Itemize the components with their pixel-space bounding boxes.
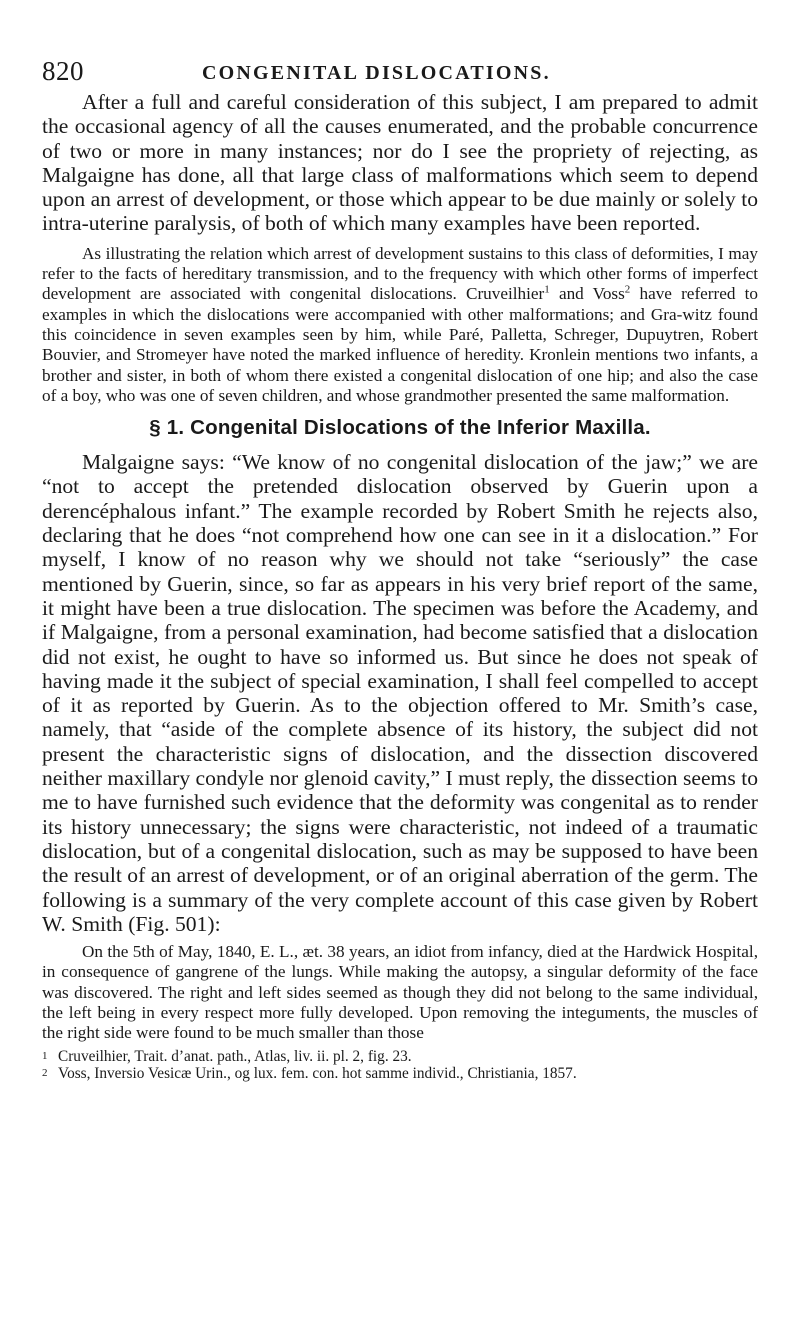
footnote-ref-2: 2 — [624, 283, 631, 296]
malgaigne-paragraph: Malgaigne says: “We know of no congenital dislocation of the jaw;” we are “not to accept the pretended dislocation observed by Guerin upon a derencéphalous infant.” The example recorded by Robert Smith he rejects also, declaring that he does “not comprehend how one can see in it a dislocation.” For myself, I know of no reason why we should not take “seriously” the case mentioned by Guerin, since, so far as appears in his very brief report of the same, it might have been a true dislocation. The specimen was before the Academy, and if Malgaigne, from a personal examination, had become satisfied that a dislocation did not exist, he ought to have so informed us. But since he does not speak of having made it the subject of special examination, I shall feel compelled to accept of it as reported by Guerin. As to the objection offered to Mr. Smith’s case, namely, that “aside of the complete absence of its history, the subject did not present the characteristic signs of dislocation, and the dissection discovered neither maxillary condyle nor glenoid cavity,” I must reply, the dissection seems to me to have furnished such evidence that the deformity was congenital as to render its history unnecessary; the signs were characteristic, not indeed of a traumatic dislocation, but of a congenital dislocation, such as may be supposed to have been the result of an arrest of development, or of an original aberration of the germ. The following is a summary of the very complete account of this case given by Robert W. Smith (Fig. 501): — [42, 450, 758, 936]
heredity-text-part-1: As illustrating the relation which arrest of development sustains to this class of deformities, I may refer to the facts of hereditary transmission, and to the frequency with which other forms of imperfect development are associated with congenital dislocations. Cruveilhier — [42, 243, 758, 304]
case-report-paragraph: On the 5th of May, 1840, E. L., æt. 38 years, an idiot from infancy, died at the Hardwick Hospital, in consequence of gangrene of the lungs. While making the autopsy, a singular deformity of the face was discovered. The right and left sides seemed as though they did not belong to the same individual, the left being in every respect more fully developed. Upon removing the integuments, the muscles of the right side were found to be much smaller than those — [42, 942, 758, 1043]
footnote-mark-2: 2 — [42, 1067, 48, 1080]
heredity-text-part-3: have referred to examples in which the dislocations were accompanied with other malformations; and Gra-witz found this coincidence in seven examples seen by him, while Paré, Palletta, Schreger, Dupuytren, Robert Bouvier, and Stromeyer have noted the marked influence of heredity. Kronlein mentions two infants, a brother and sister, in both of whom there existed a congenital dislocation of one hip; and also the case of a boy, who was one of seven children, and whose grandmother presented the same malformation. — [42, 284, 759, 405]
footnote-1 — [42, 1048, 758, 1066]
book-page — [42, 50, 758, 1083]
running-title: CONGENITAL DISLOCATIONS. — [202, 62, 551, 84]
section-heading: § 1. Congenital Dislocations of the Inferior Maxilla. — [149, 416, 651, 440]
heredity-text-part-2: and Voss — [549, 284, 625, 304]
footnote-2 — [42, 1065, 758, 1083]
footnote-ref-1: 1 — [544, 283, 550, 296]
footnote-mark-1: 1 — [42, 1049, 48, 1062]
footnotes — [42, 1048, 758, 1083]
footnote-text-1: Cruveilhier, Trait. d’anat. path., Atlas, liv. ii. pl. 2, fig. 23. — [58, 1047, 412, 1065]
heredity-paragraph — [42, 244, 758, 406]
running-head — [42, 50, 758, 90]
footnote-text-2: Voss, Inversio Vesicæ Urin., og lux. fem. con. hot samme individ., Christiania, 1857. — [58, 1065, 577, 1083]
intro-paragraph: After a full and careful consideration of this subject, I am prepared to admit the occasional agency of all the causes enumerated, and the probable concurrence of two or more in many instances; nor do I see the propriety of rejecting, as Malgaigne has done, all that large class of malformations which seem to depend upon an arrest of development, or those which appear to be due mainly or solely to intra-uterine paralysis, of both of which many examples have been reported. — [42, 90, 758, 236]
page-number: 820 — [42, 56, 84, 86]
